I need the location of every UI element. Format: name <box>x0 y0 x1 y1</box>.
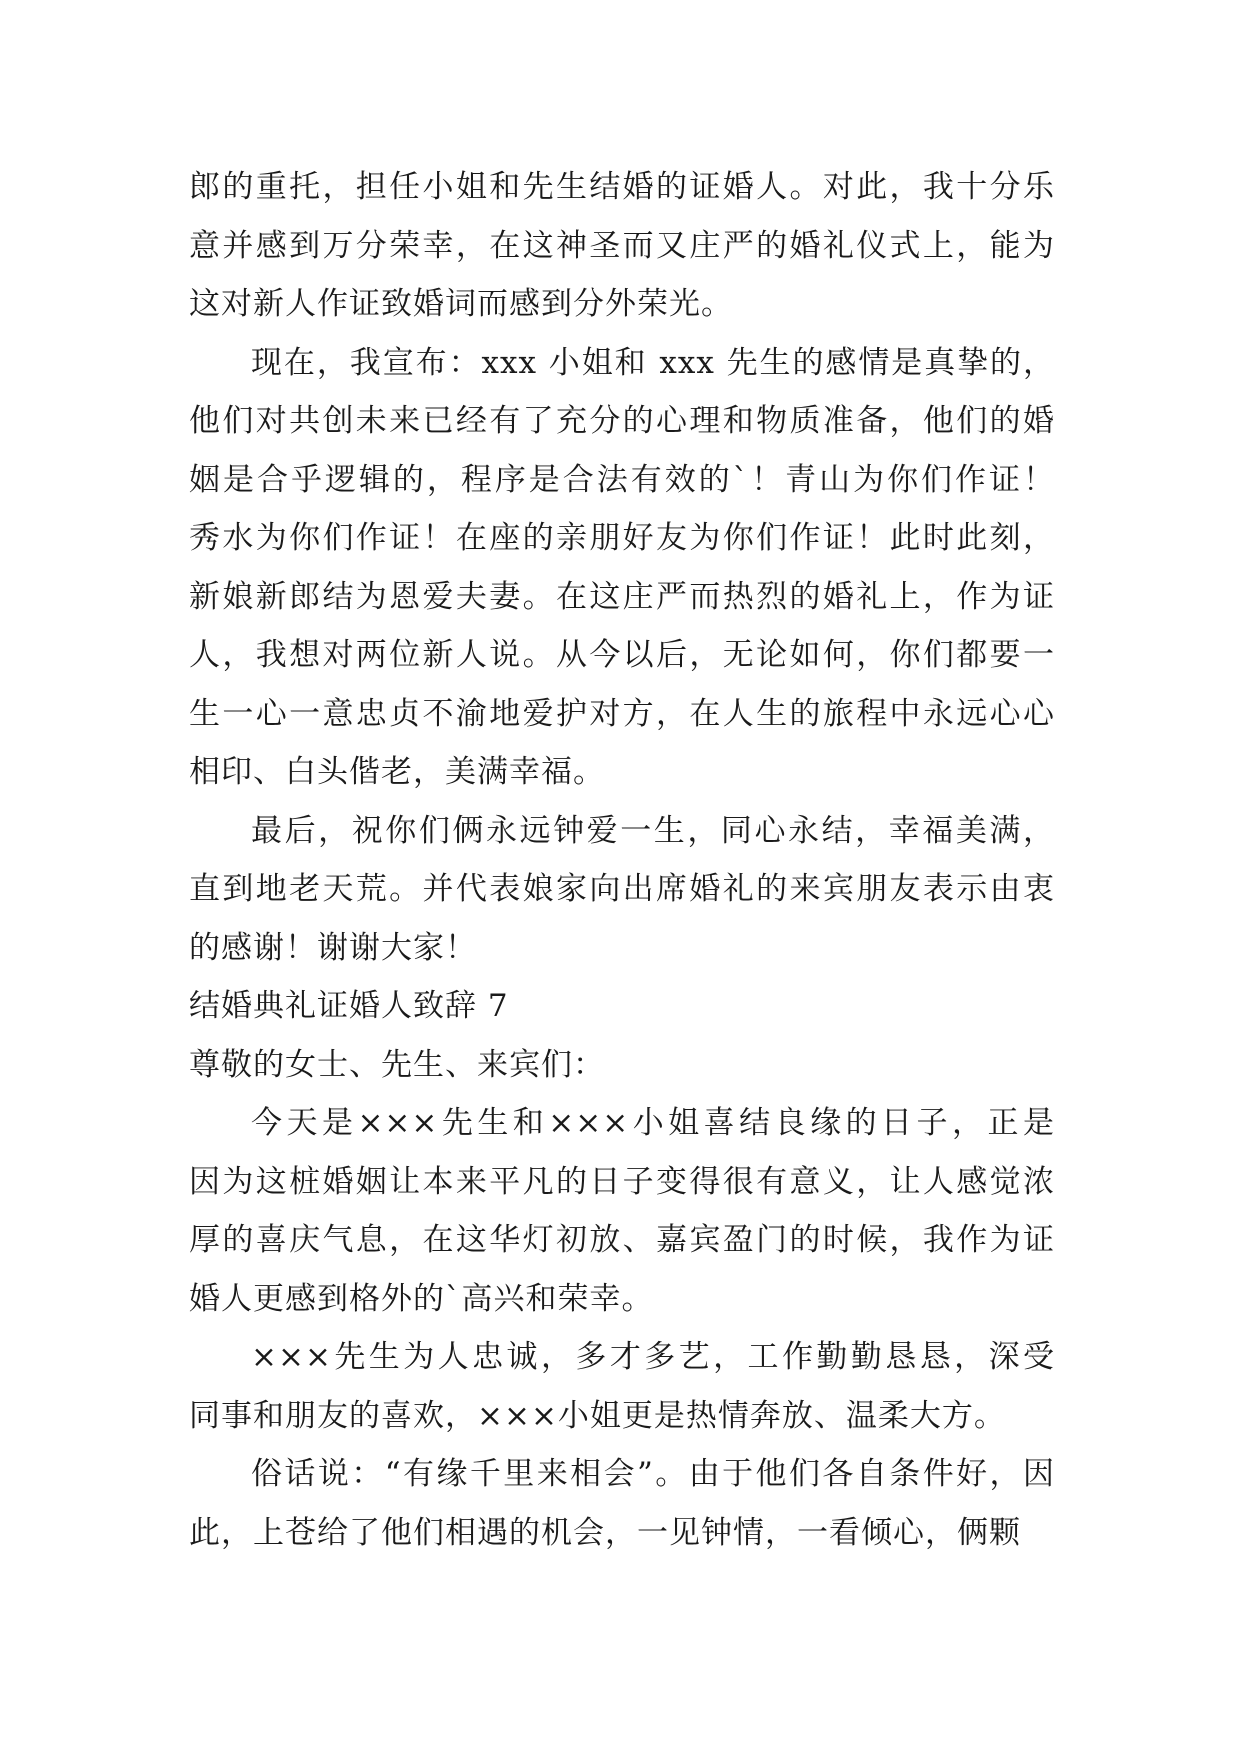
salutation-line <box>189 1036 1055 1095</box>
text-line: ×××先生为人忠诚，多才多艺，工作勤勤恳恳，深受 <box>251 1339 1055 1375</box>
paragraph <box>189 334 1055 802</box>
paragraph <box>189 1445 1055 1562</box>
text-line: 最后，祝你们俩永远钟爱一生，同心永结，幸福美满， <box>251 812 1055 849</box>
text-line: 尊敬的女士、先生、来宾们： <box>189 1046 605 1083</box>
paragraph <box>189 802 1055 978</box>
text-line: 此，上苍给了他们相遇的机会，一见钟情，一看倾心，俩颗 <box>189 1514 1021 1551</box>
paragraph <box>189 1094 1055 1328</box>
text-line: 人，我想对两位新人说。从今以后，无论如何，你们都要一 <box>189 637 1055 673</box>
text-line: 秀水为你们作证！在座的亲朋好友为你们作证！此时此刻， <box>189 520 1055 556</box>
section-heading <box>189 977 1055 1036</box>
text-line: 结婚典礼证婚人致辞 7 <box>189 988 509 1024</box>
paragraph <box>189 1328 1055 1445</box>
text-line: 今天是×××先生和×××小姐喜结良缘的日子，正是 <box>251 1105 1055 1141</box>
text-line: 意并感到万分荣幸，在这神圣而又庄严的婚礼仪式上，能为 <box>189 227 1055 264</box>
text-line: 厚的喜庆气息，在这华灯初放、嘉宾盈门的时候，我作为证 <box>189 1222 1055 1258</box>
text-line: 新娘新郎结为恩爱夫妻。在这庄严而热烈的婚礼上，作为证 <box>189 578 1055 615</box>
text-line: 直到地老天荒。并代表娘家向出席婚礼的来宾朋友表示由衷 <box>189 871 1055 907</box>
text-line: 生一心一意忠贞不渝地爱护对方，在人生的旅程中永远心心 <box>189 695 1055 732</box>
text-line: 俗话说：“有缘千里来相会”。由于他们各自条件好，因 <box>251 1456 1055 1492</box>
text-line: 同事和朋友的喜欢，×××小姐更是热情奔放、温柔大方。 <box>189 1397 1006 1434</box>
document-body <box>189 158 1055 1562</box>
text-line: 相印、白头偕老，美满幸福。 <box>189 754 605 790</box>
text-line: 的感谢！谢谢大家！ <box>189 929 477 966</box>
text-line: 因为这桩婚姻让本来平凡的日子变得很有意义，让人感觉浓 <box>189 1163 1055 1200</box>
text-line: 现在，我宣布：xxx 小姐和 xxx 先生的感情是真挚的， <box>251 344 1055 381</box>
text-line: 婚人更感到格外的`高兴和荣幸。 <box>189 1280 654 1317</box>
text-line: 他们对共创未来已经有了充分的心理和物质准备，他们的婚 <box>189 403 1055 439</box>
text-line: 这对新人作证致婚词而感到分外荣光。 <box>189 286 733 322</box>
paragraph <box>189 158 1055 334</box>
text-line: 郎的重托，担任小姐和先生结婚的证婚人。对此，我十分乐 <box>189 169 1055 205</box>
text-line: 姻是合乎逻辑的，程序是合法有效的`！青山为你们作证！ <box>189 461 1055 498</box>
